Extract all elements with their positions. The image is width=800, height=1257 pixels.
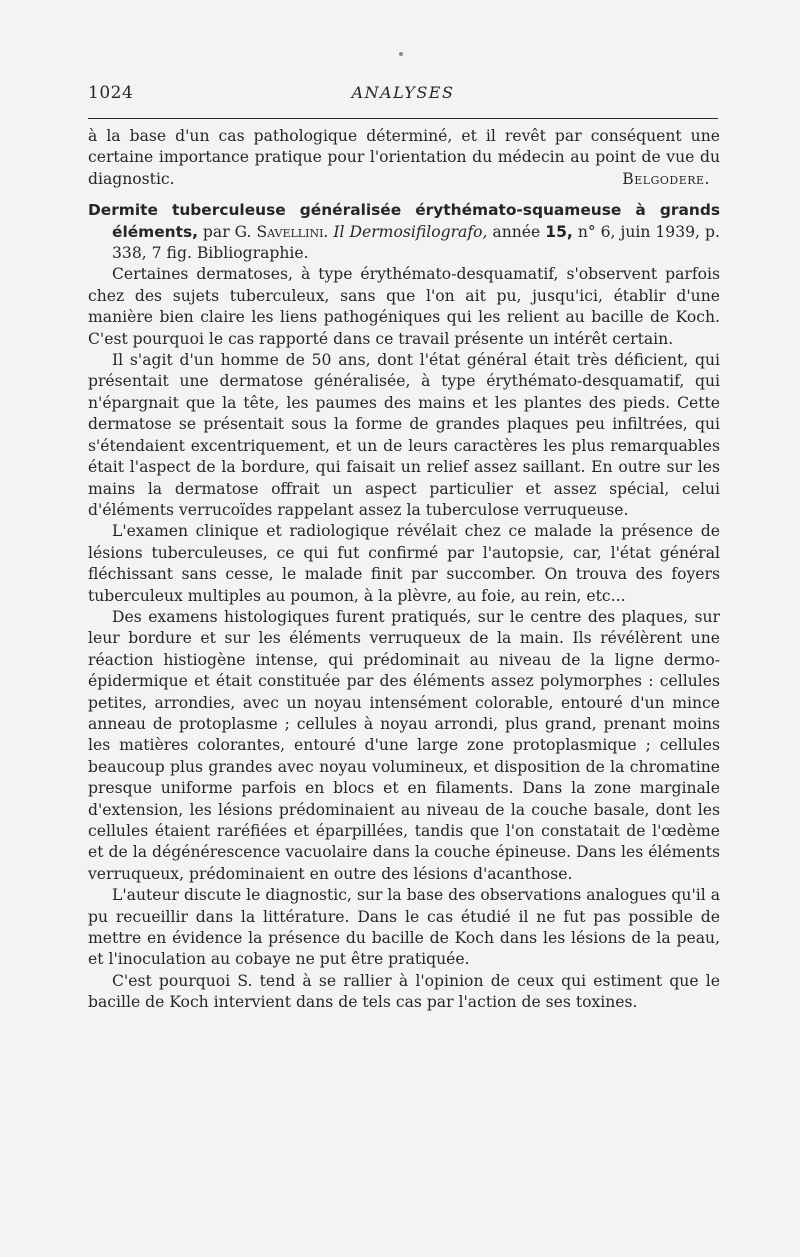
- year-label: année: [492, 222, 541, 241]
- running-title: ANALYSES: [351, 83, 455, 102]
- paragraph: Des examens histologiques furent pratiqués, sur le centre des plaques, sur leur bordure et sur les éléments verruqueux de la main. Ils révélèrent une réaction histiogène intense, qui prédominait au niveau de la ligne dermo-épidermique et était constituée par des éléments assez polymorphes : cellules petites, arrondies, avec un noyau intensément colorable, entouré d'un mince anneau de protoplasme ; cellules à noyau arrondi, plus grand, prenant moins les matières colorantes, entouré d'une large zone protoplasmique ; cellules beaucoup plus grandes avec noyau volumineux, et disposition de la chromatine presque uniforme parfois en blocs et en filaments. Dans la zone marginale d'extension, les lésions prédominaient au niveau de la couche basale, dont les cellules étaient raréfiées et éparpillées, tandis que l'on constatait de l'œdème et de la dégénérescence vacuolaire dans la couche épineuse. Dans les éléments verruqueux, prédominaient en outre des lésions d'acanthose.: [88, 607, 720, 883]
- page-header: [88, 83, 718, 107]
- article-title: Dermite tuberculeuse généralisée érythémato-squameuse à grands éléments,: [88, 201, 720, 241]
- journal-name: Il Dermosifilografo,: [333, 222, 488, 241]
- page-body: [88, 126, 720, 1014]
- paragraph: C'est pourquoi S. tend à se rallier à l'opinion de ceux qui estiment que le bacille de Koch intervient dans de tels cas par l'action de ses toxines.: [88, 971, 720, 1012]
- paragraph: L'auteur discute le diagnostic, sur la base des observations analogues qu'il a pu recueillir dans la littérature. Dans le cas étudié il ne fut pas possible de mettre en évidence la présence du bacille de Koch dans les lésions de la peau, et l'inoculation au cobaye ne put être pratiquée.: [88, 886, 720, 969]
- article-author: Savellini.: [256, 222, 329, 241]
- print-speck: [399, 52, 403, 56]
- journal-volume: 15,: [545, 222, 573, 241]
- issue-date: n° 6, juin 1939, p. 338, 7 fig. Bibliographie.: [112, 222, 720, 263]
- paragraph: L'examen clinique et radiologique révélait chez ce malade la présence de lésions tuberculeuses, ce qui fut confirmé par l'autopsie, car, l'état général fléchissant sans cesse, le malade finit par succomber. On trouva des foyers tuberculeux multiples au poumon, à la plèvre, au foie, au rein, etc...: [88, 522, 720, 605]
- previous-article-text: à la base d'un cas pathologique déterminé, et il revêt par conséquent une certaine importance pratique pour l'orientation du médecin au point de vue du diagnostic.: [88, 127, 720, 188]
- page-number: 1024: [88, 83, 134, 103]
- author-signature: Belgodere.: [622, 169, 710, 188]
- header-rule: [88, 118, 718, 119]
- paragraph: Certaines dermatoses, à type érythémato-desquamatif, s'observent parfois chez des sujets tuberculeux, sans que l'on ait pu, jusqu'ici, établir d'une manière bien claire les liens pathogéniques qui les relient au bacille de Koch. C'est pourquoi le cas rapporté dans ce travail présente un intérêt certain.: [88, 265, 720, 348]
- signature-row: [88, 169, 720, 190]
- article-by: par G.: [202, 222, 252, 241]
- paragraph: Il s'agit d'un homme de 50 ans, dont l'état général était très déficient, qui présentait une dermatose généralisée, à type érythémato-desquamatif, qui n'épargnait que la tête, les paumes des mains et les plantes des pieds. Cette dermatose se présentait sous la forme de grandes plaques peu infiltrées, qui s'étendaient excentriquement, et un de leurs caractères les plus remarquables était l'aspect de la bordure, qui faisait un relief assez saillant. En outre sur les mains la dermatose offrait un aspect particulier et assez spécial, celui d'éléments verrucoïdes rappelant assez la tuberculose verruqueuse.: [88, 351, 720, 519]
- article-header: [88, 200, 720, 264]
